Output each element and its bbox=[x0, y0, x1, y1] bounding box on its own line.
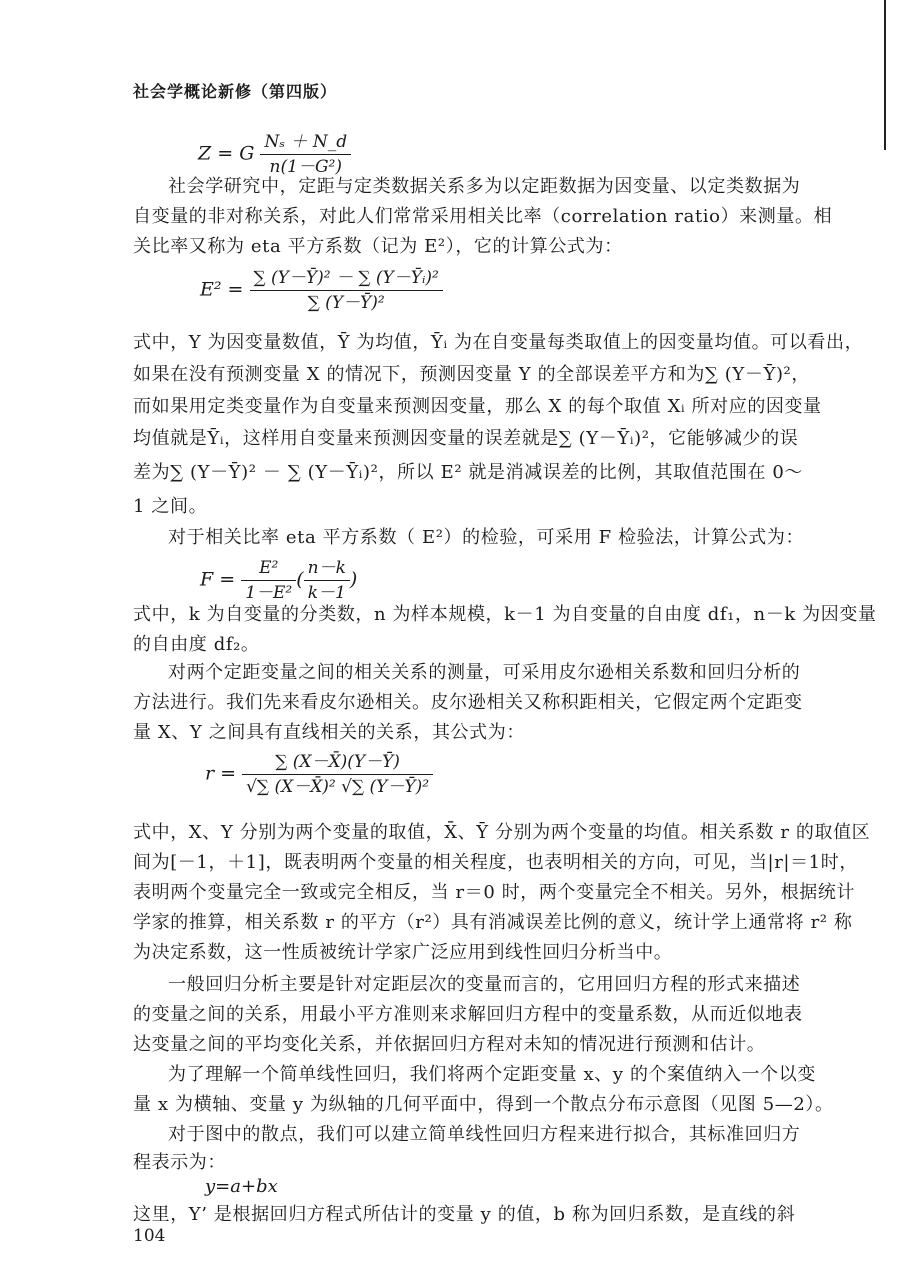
formula-z-lhs: Z = G bbox=[198, 142, 255, 165]
formula-z-denominator: n(1－G²) bbox=[269, 157, 342, 177]
text-line: 1 之间。 bbox=[133, 496, 208, 517]
text-line: 为决定系数，这一性质被统计学家广泛应用到线性回归分析当中。 bbox=[133, 942, 673, 963]
formula-f: F = $\frac{\text{E²}}{\text{1－E²}}$ ( $\frac{n-k}{k-1}$ ) bbox=[200, 558, 358, 603]
formula-r-numerator: ∑ (X－X̄)(Y－Ȳ) bbox=[242, 750, 433, 775]
text-line: 对于图中的散点，我们可以建立简单线性回归方程来进行拟合，其标准回归方 bbox=[168, 1124, 801, 1145]
formula-r-denominator: √∑ (X－X̄)² √∑ (Y－Ȳ)² bbox=[246, 777, 430, 797]
running-header: 社会学概论新修（第四版） bbox=[133, 82, 338, 101]
formula-z-numerator: Nₛ ＋ N_d bbox=[260, 130, 351, 155]
text-line: 差为∑ (Y－Ȳ)² － ∑ (Y－Ȳᵢ)²，所以 E² 就是消减误差的比例，其取值范围在 0～ bbox=[133, 462, 804, 483]
text-line: 式中，k 为自变量的分类数，n 为样本规模，k－1 为自变量的自由度 df₁，n－k 为因变量 bbox=[133, 604, 877, 625]
formula-e2-denominator: ∑ (Y－Ȳ)² bbox=[307, 293, 385, 313]
formula-f-lhs: F = bbox=[200, 568, 236, 591]
formula-e2 bbox=[200, 266, 443, 315]
text-line: 程表示为： bbox=[133, 1152, 226, 1173]
page-edge-line bbox=[884, 0, 886, 150]
text-line: 而如果用定类变量作为自变量来预测因变量，那么 X 的每个取值 Xᵢ 所对应的因变量 bbox=[133, 396, 822, 417]
text-line: 为了理解一个简单线性回归，我们将两个定距变量 x、y 的个案值纳入一个以变 bbox=[168, 1064, 816, 1085]
formula-f-paren-numerator: n－k bbox=[304, 556, 350, 581]
text-line: 如果在没有预测变量 X 的情况下，预测因变量 Y 的全部误差平方和为∑ (Y－Ȳ)²， bbox=[133, 364, 810, 385]
text-line: 量 X、Y 之间具有直线相关的关系，其公式为： bbox=[133, 722, 525, 743]
formula-regression: y=a+bx bbox=[205, 1176, 278, 1197]
text-line: 量 x 为横轴、变量 y 为纵轴的几何平面中，得到一个散点分布示意图（见图 5—2）。 bbox=[133, 1094, 834, 1115]
text-line: 达变量之间的平均变化关系，并依据回归方程对未知的情况进行预测和估计。 bbox=[133, 1034, 766, 1055]
page-number: 104 bbox=[133, 1226, 166, 1246]
formula-e2-lhs: E² = bbox=[200, 278, 244, 301]
text-line: 表明两个变量完全一致或完全相反，当 r＝0 时，两个变量完全不相关。另外，根据统计 bbox=[133, 882, 856, 903]
formula-r-fraction bbox=[242, 750, 433, 799]
formula-f-paren-denominator: k－1 bbox=[307, 583, 346, 603]
text-line: 学家的推算，相关系数 r 的平方（r²）具有消减误差比例的意义，统计学上通常将 r² 称 bbox=[133, 912, 853, 933]
formula-f-denominator: 1－E² bbox=[245, 583, 293, 603]
text-line: 自变量的非对称关系，对此人们常常采用相关比率（correlation ratio）来测量。相 bbox=[133, 206, 833, 227]
text-line: 式中，Y 为因变量数值，Ȳ 为均值，Ȳᵢ 为在自变量每类取值上的因变量均值。可以看出， bbox=[133, 332, 864, 353]
formula-e2-fraction bbox=[250, 266, 443, 315]
text-line: 关比率又称为 eta 平方系数（记为 E²），它的计算公式为： bbox=[133, 236, 623, 257]
text-line: 的变量之间的关系，用最小平方准则来求解回归方程中的变量系数，从而近似地表 bbox=[133, 1004, 803, 1025]
formula-e2-numerator: ∑ (Y－Ȳ)² － ∑ (Y－Ȳᵢ)² bbox=[250, 266, 443, 291]
text-line: 对于相关比率 eta 平方系数（ E²）的检验，可采用 F 检验法，计算公式为： bbox=[168, 527, 805, 548]
formula-f-numerator: E² bbox=[241, 556, 296, 581]
formula-f-paren-fraction bbox=[304, 556, 350, 605]
text-line: 这里，Y’ 是根据回归方程式所估计的变量 y 的值，b 称为回归系数，是直线的斜 bbox=[133, 1204, 796, 1225]
text-line: 间为[－1，＋1]，既表明两个变量的相关程度，也表明相关的方向，可见，当|r|＝1时， bbox=[133, 852, 858, 873]
text-line: 均值就是Ȳᵢ，这样用自变量来预测因变量的误差就是∑ (Y－Ȳᵢ)²，它能够减少的误 bbox=[133, 428, 799, 449]
formula-r bbox=[205, 750, 433, 799]
text-line: 社会学研究中，定距与定类数据关系多为以定距数据为因变量、以定类数据为 bbox=[168, 176, 801, 197]
formula-r-lhs: r = bbox=[205, 762, 237, 785]
text-line: 一般回归分析主要是针对定距层次的变量而言的，它用回归方程的形式来描述 bbox=[168, 974, 801, 995]
text-line: 的自由度 df₂。 bbox=[133, 634, 260, 655]
text-line: 方法进行。我们先来看皮尔逊相关。皮尔逊相关又称积距相关，它假定两个定距变 bbox=[133, 692, 803, 713]
formula-f-fraction bbox=[241, 556, 296, 605]
text-line: 对两个定距变量之间的相关关系的测量，可采用皮尔逊相关系数和回归分析的 bbox=[168, 662, 801, 683]
text-line: 式中，X、Y 分别为两个变量的取值，X̄、Ȳ 分别为两个变量的均值。相关系数 r 的取值区 bbox=[133, 822, 871, 843]
